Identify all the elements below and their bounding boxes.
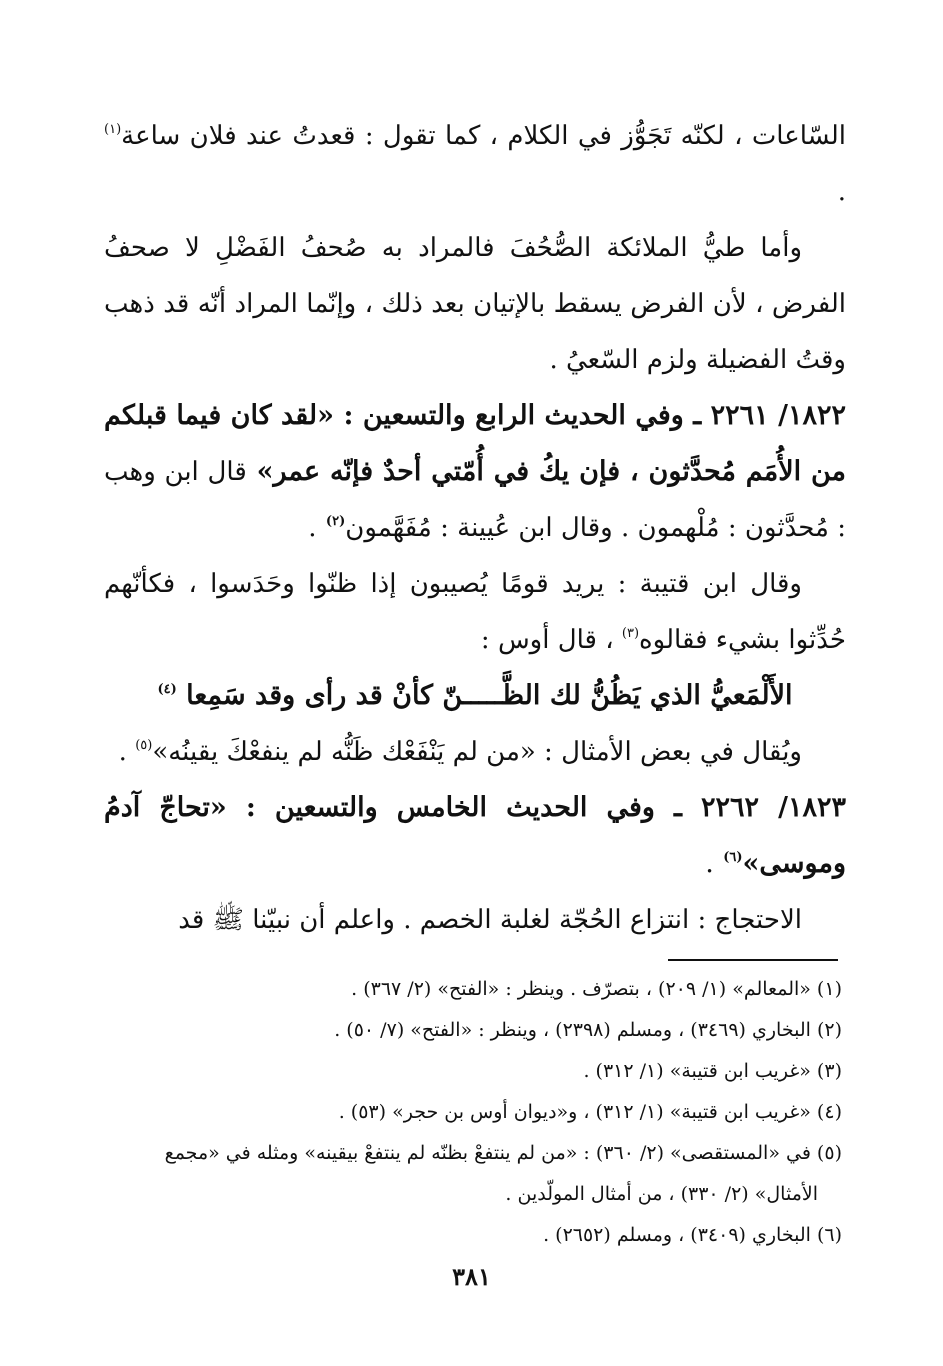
paragraph-1 — [104, 108, 846, 220]
hadith-1823-tail: . — [705, 848, 714, 879]
footnote-ref-3: (٣) — [621, 626, 640, 641]
hadith-1822-text: ١٨٢٢/ ٢٢٦١ ـ وفي الحديث الرابع والتسعين : «لقد كان فيما قبلكم من الأُمَم مُحدَّثون ، فإن يكُ في أُمّتي أحدٌ فإنّه عمر» — [104, 400, 846, 487]
footnote-3: (٣) «غريب ابن قتيبة» (١/ ٣١٢) . — [583, 1060, 842, 1082]
ihtijaj-text: الاحتجاج : انتزاع الحُجّة لغلبة الخصم . واعلم أن نبيّنا ﷺ قد — [178, 905, 802, 935]
poetry-verse — [104, 668, 846, 724]
footnote-ref-1: (١) — [104, 122, 122, 137]
ibn-wahb-tail: . — [308, 513, 317, 543]
paragraph-1-tail: . — [837, 177, 846, 207]
proverb-text: ويُقال في بعض الأمثال : «من لم يَنْفَعْك ظَنُّه لم ينفعْكَ يقينُه» — [152, 737, 802, 767]
footnotes — [104, 969, 846, 1256]
ibn-qutayba-text: وقال ابن قتيبة : يريد قومًا يُصيبون إذا ظنّوا وحَدَسوا ، فكأنّهم حُدِّثوا بشيء فقالوه — [104, 569, 846, 655]
footnote-5: (٥) في «المستقصى» (٢/ ٣٦٠) : «من لم ينتفعْ بظنّه لم ينتفعْ بيقينه» ومثله في «مجمع — [164, 1142, 842, 1164]
paragraph-ihtijaj — [104, 892, 846, 948]
footnote-2: (٢) البخاري (٣٤٦٩) ، ومسلم (٢٣٩٨) ، وينظر : «الفتح» (٧/ ٥٠) . — [334, 1019, 842, 1041]
footnote-ref-5: (٥) — [135, 738, 153, 753]
paragraph-2-text: وأما طيُّ الملائكة الصُّحُفَ فالمراد به صُحفُ الفَضْلِ لا صحفُ الفرض ، لأن الفرض يسقط بالإتيان بعد ذلك ، وإنّما المراد أنّه قد ذهب وقتُ الفضيلة ولزم السّعيُ . — [104, 233, 846, 375]
main-text — [104, 108, 846, 948]
footnote-ref-4: (٤) — [157, 682, 177, 697]
paragraph-proverb — [104, 724, 846, 780]
paragraph-2 — [104, 220, 846, 388]
footnote-4: (٤) «غريب ابن قتيبة» (١/ ٣١٢) ، و«ديوان أوس بن حجر» (٥٣) . — [338, 1101, 842, 1123]
footnote-1: (١) «المعالم» (١/ ٢٠٩) ، بتصرّف . وينظر : «الفتح» (٢/ ٣٦٧) . — [351, 978, 842, 1000]
ibn-qutayba-tail: ، قال أوس : — [480, 625, 614, 655]
footnote-5-continued: الأمثال» (٢/ ٣٣٠) ، من أمثال المولّدين . — [505, 1183, 818, 1205]
footnote-6: (٦) البخاري (٣٤٠٩) ، ومسلم (٢٦٥٢) . — [543, 1224, 842, 1246]
footnote-ref-6: (٦) — [723, 850, 743, 865]
ibn-wahb-text: قال ابن وهب : مُحدَّثون : مُلْهمون . وقال ابن عُيينة : مُفَهَّمون — [104, 457, 846, 543]
footnote-separator — [668, 959, 838, 961]
paragraph-ibn-qutayba — [104, 556, 846, 668]
footnote-ref-2: (٢) — [325, 514, 346, 529]
proverb-tail: . — [118, 737, 127, 767]
page-number: ٣٨١ — [452, 1262, 491, 1291]
verse-text: الأَلْمَعيُّ الذي يَظُنُّ لك الظَّـــــنّ كأنْ قد رأى وقد سَمِعا — [186, 680, 793, 711]
hadith-1823-text: ١٨٢٣/ ٢٢٦٢ ـ وفي الحديث الخامس والتسعين : «تحاجّ آدمُ وموسى» — [104, 792, 847, 879]
hadith-1823 — [104, 780, 846, 892]
paragraph-1-text: السّاعات ، لكنّه تَجَوُّز في الكلام ، كما تقول : قعدتُ عند فلان ساعة — [121, 121, 846, 151]
hadith-1822 — [104, 388, 846, 556]
